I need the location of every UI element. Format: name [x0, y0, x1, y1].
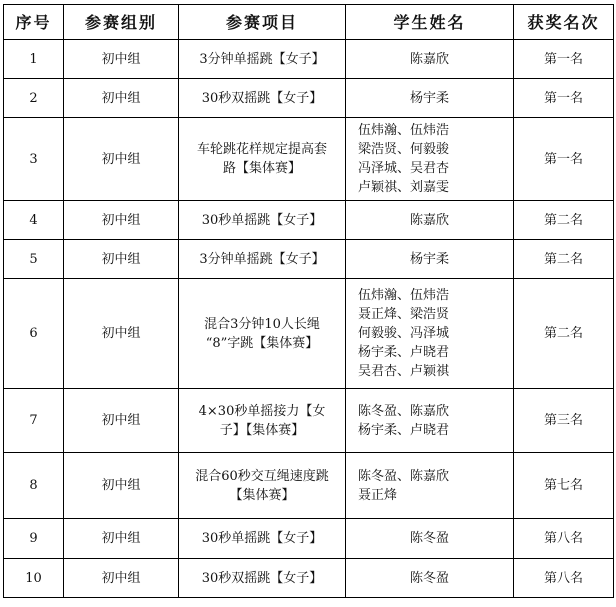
table-row: [4, 201, 614, 240]
row-number: 8: [4, 453, 64, 519]
row-group: 初中组: [64, 240, 179, 279]
row-rank: 第二名: [514, 201, 614, 240]
table-row: [4, 40, 614, 79]
row-number: 10: [4, 559, 64, 598]
table-row: [4, 453, 614, 519]
row-students: 伍炜瀚、伍炜浩 聂正烽、梁浩贤 何毅骏、冯泽城 杨宇柔、卢晓君 吴君杏、卢颖祺: [346, 279, 514, 389]
row-event: 3分钟单摇跳【女子】: [179, 240, 346, 279]
table-row: [4, 79, 614, 118]
row-number: 4: [4, 201, 64, 240]
row-rank: 第二名: [514, 279, 614, 389]
row-rank: 第一名: [514, 40, 614, 79]
row-rank: 第八名: [514, 519, 614, 559]
awards-table: [3, 4, 614, 598]
header-rank: 获奖名次: [514, 5, 614, 40]
row-group: 初中组: [64, 118, 179, 201]
table-row: [4, 240, 614, 279]
row-students: 陈冬盈、陈嘉欣 杨宇柔、卢晓君: [346, 389, 514, 453]
row-students: 陈嘉欣: [346, 201, 514, 240]
row-event: 30秒单摇跳【女子】: [179, 519, 346, 559]
row-event: 30秒双摇跳【女子】: [179, 559, 346, 598]
row-rank: 第二名: [514, 240, 614, 279]
row-event: 混合60秒交互绳速度跳 【集体赛】: [179, 453, 346, 519]
header-row: [4, 5, 614, 40]
row-group: 初中组: [64, 389, 179, 453]
row-number: 2: [4, 79, 64, 118]
row-group: 初中组: [64, 453, 179, 519]
row-students: 陈冬盈、陈嘉欣 聂正烽: [346, 453, 514, 519]
row-event: 混合3分钟10人长绳 “8”字跳【集体赛】: [179, 279, 346, 389]
table-row: [4, 559, 614, 598]
row-students: 陈冬盈: [346, 519, 514, 559]
row-group: 初中组: [64, 519, 179, 559]
header-number: 序号: [4, 5, 64, 40]
row-number: 7: [4, 389, 64, 453]
row-event: 4×30秒单摇接力【女 子】【集体赛】: [179, 389, 346, 453]
row-number: 3: [4, 118, 64, 201]
header-event: 参赛项目: [179, 5, 346, 40]
row-students: 陈冬盈: [346, 559, 514, 598]
row-rank: 第三名: [514, 389, 614, 453]
row-rank: 第一名: [514, 79, 614, 118]
row-students: 杨宇柔: [346, 240, 514, 279]
row-number: 5: [4, 240, 64, 279]
row-students: 伍炜瀚、伍炜浩 梁浩贤、何毅骏 冯泽城、吴君杏 卢颖祺、刘嘉雯: [346, 118, 514, 201]
row-number: 6: [4, 279, 64, 389]
row-students: 陈嘉欣: [346, 40, 514, 79]
row-number: 9: [4, 519, 64, 559]
table-row: [4, 279, 614, 389]
row-rank: 第七名: [514, 453, 614, 519]
row-group: 初中组: [64, 79, 179, 118]
row-event: 车轮跳花样规定提高套 路【集体赛】: [179, 118, 346, 201]
table-row: [4, 118, 614, 201]
header-students: 学生姓名: [346, 5, 514, 40]
row-rank: 第八名: [514, 559, 614, 598]
row-rank: 第一名: [514, 118, 614, 201]
row-event: 30秒单摇跳【女子】: [179, 201, 346, 240]
row-group: 初中组: [64, 279, 179, 389]
row-group: 初中组: [64, 201, 179, 240]
row-number: 1: [4, 40, 64, 79]
row-event: 3分钟单摇跳【女子】: [179, 40, 346, 79]
header-group: 参赛组别: [64, 5, 179, 40]
table-row: [4, 519, 614, 559]
row-group: 初中组: [64, 559, 179, 598]
row-students: 杨宇柔: [346, 79, 514, 118]
table-row: [4, 389, 614, 453]
row-group: 初中组: [64, 40, 179, 79]
row-event: 30秒双摇跳【女子】: [179, 79, 346, 118]
